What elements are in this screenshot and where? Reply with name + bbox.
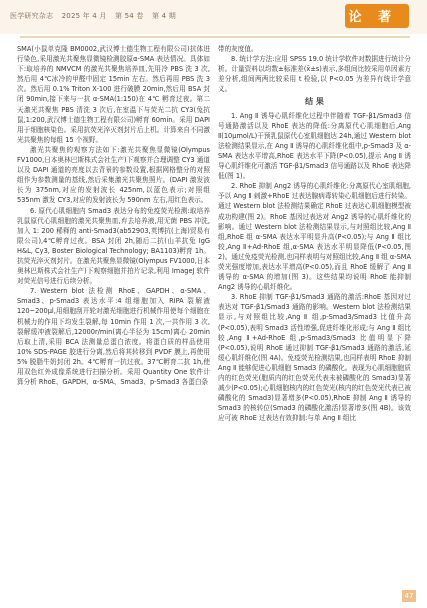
header-divider xyxy=(20,36,410,38)
paragraph: 1. Ang Ⅱ 诱导心肌纤维化过程中伴随着 TGF-β1/Smad3 信号通路激活以及 RhoE 表达的降低:分离原代心肌细胞后,Ang Ⅱ(10μmol/L)干预乳鼠原代心室肌细胞达 24h,通过 Western blot 法检测结果显示,在 Ang Ⅱ 诱导的心肌纤维化组中,p-Smad3 及 α-SMA 表达水平增高,RhoE 表达水平下降(P<0.05),提示 Ang Ⅱ 诱导心肌纤维化可激活 TGF-β1/Smad3 信号通路以及 RhoE 表达降低(图 1)。 xyxy=(218,111,411,181)
section-tag: 论 著 xyxy=(348,10,397,25)
journal-name: 医学研究杂志 xyxy=(10,12,54,20)
paragraph: SMA(小鼠单克隆 BM0002,武汉博士德生物工程有限公司)抗体进行染色,采用激光共聚焦显微镜检测胶原α-SMA 表达情况。具体如下:取培养的 NMVCM 的激光共聚焦培养皿,先用冷 PBS 洗 3 次,然后用 4℃冰冷的甲醛中固定 15min 左右。然后再用 PBS 洗 3 次。然后用 0.1% Triton X-100 进行破膜 20min,然后用 BSA 封闭 90min,接下来与一抗 α-SMA(1:150)在 4℃ 孵育过夜。第二天激光共聚焦 PBS 清洗 3 次后,在室温下与荧光二抗 CY3(兔抗鼠,1:200,武汉博士德生物工程有限公司)孵育 60min。采用 DAPI 用于细胞核染色。采用抗荧光淬灭剂封片后上机。计算来自不同激光共聚焦的每组 15 个视野。 xyxy=(17,45,210,144)
paragraph: 7. Western blot 法检测 RhoE、GAPDH、α-SMA、Smad3、p-Smad3 表达水平:4 组细胞加入 RIPA 裂解液 120~200μl,用细胞刮开轮对激光细胞进行机械作用使每个细胞在机械力的作用下均发生裂解,每 10min 作用 1 次,一共作用 3 次,裂解缓冲液裂解后,12000r/min(离心半径为 15cm)离心 20min 后取上清,采用 BCA 法测量总蛋白浓度。将蛋白质的样品使用 10% SDS-PAGE 胶进行分离,然后将其转移到 PVDF 膜上,再使用 5% 脱脂牛奶封闭 2h。4℃孵育一抗过夜。37℃孵育二抗 1h,使用双色红外成像系统进行扫描分析。采用 Quantity One 软件计算分析 RhoE、GAPDH、α-SMA、Smad3、p-Smad3 各蛋白条 xyxy=(17,287,210,387)
running-header xyxy=(10,11,182,21)
paragraph: 8. 统计学方法:应用 SPSS 19.0 统计学软件对数据进行统计分析。计量资料以均数±标准差(x̄±s)表示,多组间比较采用单因素方差分析,组间两两比较采用 t 检验,以 P<0.05 为差异有统计学意义。 xyxy=(218,55,411,94)
page-number: 47 xyxy=(402,590,416,602)
paragraph: 2. RhoE 抑制 Ang2 诱导的心肌纤维化:分离原代心室肌细胞,予以 Ang Ⅱ 刺激+RhoE 过表达腺病毒转染心肌细胞后进行转染。通过 Western blot 法检测结果确定 RhoE 过表达心肌细胞模型被成功构建(图 2)。RhoE 基因过表达对 Ang2 诱导的心肌纤维化的影响。通过 Western blot 法检测结果显示,与对照组比较,Ang Ⅱ 组,RhoE 组 α-SMA 表达水平明显升高(P<0.05);与 Ang Ⅱ 组比较,Ang Ⅱ+Ad-RhoE 组,α-SMA 表达水平明显降低(P<0.05,图 2)。通过免疫荧光检测,也同样表明与对照组比较,Ang Ⅱ 组 α-SMA 荧光强度增加,表达水平增高(P<0.05),而且 RhoE 缓解了 Ang Ⅱ 诱导的 α-SMA 的增加(图 3)。这些结果均说明 RhoE 能抑制 Ang2 诱导的心肌纤维化。 xyxy=(218,182,411,292)
paragraph: 激光共聚焦的观察方法如下:激光共聚焦显微镜(Olympus FV1000,日本奥林巴斯株式会社生产)下观察并合理调整 CY3 通道以及 DAPI 通道的亮度以去背景的参数设置,根据网格整分的对照组作为参数测量的基线,然后采集激光共聚焦照片。(DAPI 激发波长为 375nm,对应的发射波长 425nm,以蓝色表示;对照组 535nm 激发 CY3,对应的发射波长为 590nm 左右,用红色表示。 xyxy=(17,145,210,205)
paragraph: 3. RhoE 抑制 TGF-β1/Smad3 通路的激活:RhoE 基因对过表达对 TGF-β1/Smad3 通路的影响。Western blot 法检测结果显示,与对照组比较,Ang Ⅱ 组,p-Smad3/Smad3 比值升高(P<0.05),表明 Smad3 活性增强,促进纤维化形成;与 Ang Ⅱ 组比较,Ang Ⅱ+Ad-RhoE 组,p-Smad3/Smad3 比值明显下降(P<0.05),说明 RhoE 通过抑制 TGF-β1/Smad3 通路的激活,延缓心肌纤维化(图 4A)。免疫荧光检测结果,也同样表明 RhoE 抑制 Ang Ⅱ 能够促进心肌细胞 Smad3 的磷酸化。表现为心肌细胞胞质内的红色荧光(胞质内的红色荧光代表未被磷酸化的 Smad3)显著减少(P<0.05);心肌细胞核内的红色荧光(核内的红色荧光代表已被磷酸化的 Smad3)显著增多(P<0.05),RhoE 抑制 Ang Ⅱ 诱导的 Smad3 的核转位(Smad3 的磷酸化激活)显著增多(图 4B)。该效应可被 RhoE 过表达有效抑制:与单 Ang Ⅱ 组比 xyxy=(218,293,411,423)
issue: 第 4 期 xyxy=(152,12,176,20)
left-column xyxy=(17,44,210,387)
right-column xyxy=(218,44,411,423)
paragraph: 6. 原代心肌细胞内 Smad3 表达分布的免疫荧光检测:取培养乳鼠原代心肌细胞的激光共聚焦皿,弃去培养液,用无菌 PBS 冲洗,加入 1: 200 稀释的 anti-Smad3(ab52903,英博抗(上海)贸易有限公司),4℃孵育过夜。BSA 封闭 2h,随后二抗(山羊抗兔 IgG H&L, Cy3, Boster Biological Technology; BA1103)孵育 1h。抗荧光淬灭剂封片。在激光共聚焦显微镜(Olympus FV1000,日本奥林巴斯株式会社生产)下观察细胞并拍片记录,利用 ImageJ 软件对荧光信号进行后续分析。 xyxy=(17,206,210,286)
issue-date: 2025 年 4 月 xyxy=(61,12,107,20)
section-heading: 结 果 xyxy=(305,97,324,107)
volume: 第 54 卷 xyxy=(115,12,144,20)
paragraph: 带的灰度值。 xyxy=(218,45,258,53)
